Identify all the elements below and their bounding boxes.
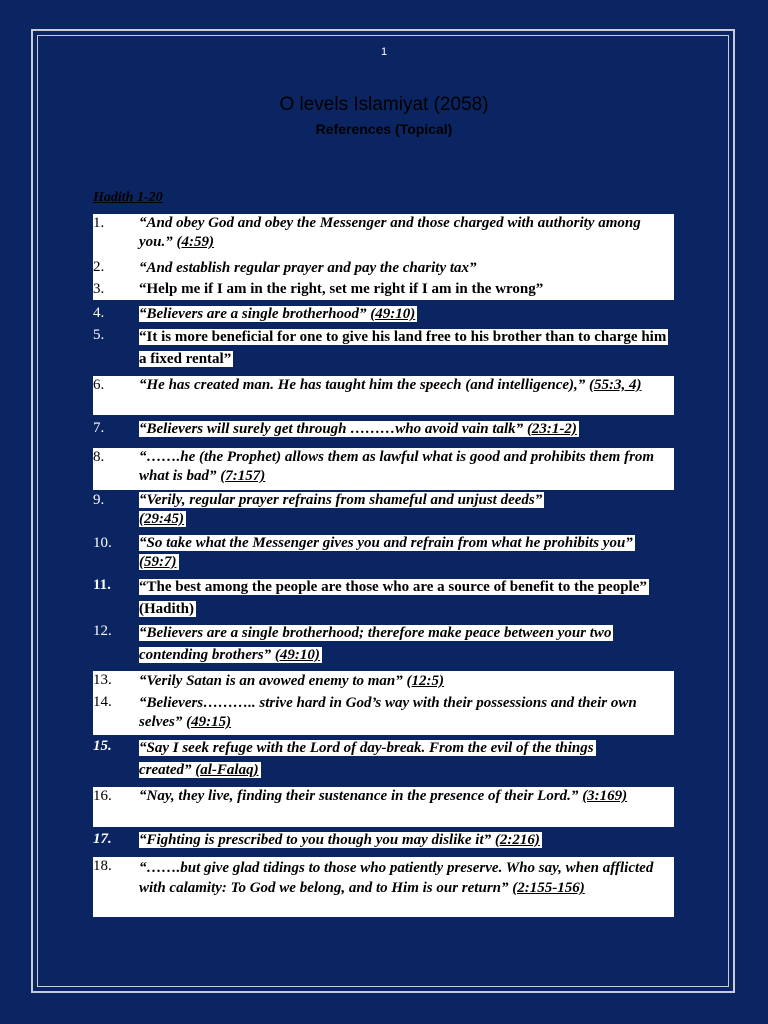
item-number: 5.	[93, 327, 105, 343]
page-number: 1	[380, 46, 388, 58]
list-item	[93, 376, 674, 415]
item-text: “The best among the people are those who are a source of benefit to the people” (Hadith)	[139, 579, 647, 617]
item-text: “And establish regular prayer and pay the charity tax”	[139, 260, 477, 276]
item-reference: (3:169)	[582, 788, 628, 804]
item-text: “…….he (the Prophet) allows them as lawful what is good and prohibits them from what is bad”	[139, 449, 655, 484]
list-item	[93, 857, 674, 917]
list-item	[93, 830, 674, 852]
item-number: 1.	[93, 215, 105, 231]
item-reference: (7:157)	[220, 468, 266, 484]
item-number: 9.	[93, 492, 105, 508]
item-text: “Fighting is prescribed to you though you may dislike it”	[139, 832, 492, 848]
list-item	[93, 671, 674, 693]
item-text: “Verily Satan is an avowed enemy to man”	[139, 673, 403, 689]
item-number: 4.	[93, 305, 105, 321]
item-number: 10.	[93, 535, 112, 551]
list-item	[93, 576, 674, 620]
item-number: 7.	[93, 420, 105, 436]
item-reference: (49:10)	[274, 647, 320, 663]
item-number: 2.	[93, 259, 105, 275]
item-number: 15.	[93, 738, 112, 754]
item-text: “So take what the Messenger gives you and refrain from what he prohibits you”	[139, 535, 633, 551]
list-item	[93, 622, 674, 666]
list-item	[93, 419, 674, 441]
item-number: 17.	[93, 831, 112, 847]
list-item	[93, 534, 674, 574]
item-text: “Verily, regular prayer refrains from shameful and unjust deeds”	[139, 492, 543, 508]
item-number: 3.	[93, 281, 105, 297]
item-number: 13.	[93, 672, 112, 688]
list-item	[93, 304, 674, 326]
list-item	[93, 326, 674, 370]
item-reference: (55:3, 4)	[589, 377, 642, 393]
item-reference: (49:15)	[186, 714, 232, 730]
item-reference: (23:1-2)	[526, 421, 577, 437]
list-item	[93, 448, 674, 490]
item-number: 6.	[93, 377, 105, 393]
item-text: “Believers……….. strive hard in God’s way with their possessions and their own selves”	[139, 695, 637, 730]
list-item	[93, 737, 674, 781]
item-reference: (2:216)	[494, 832, 540, 848]
item-text: “Nay, they live, finding their sustenance in the presence of their Lord.”	[139, 788, 579, 804]
item-text: “…….but give glad tidings to those who patiently preserve. Who say, when afflicted with calamity: To God we belong, and to Him is our return”	[139, 860, 654, 896]
item-reference: (4:59)	[176, 234, 214, 250]
item-text: “Say I seek refuge with the Lord of day-break. From the evil of the things created”	[139, 740, 594, 778]
document-title: O levels Islamiyat (2058)	[279, 94, 489, 115]
list-item	[93, 280, 674, 300]
list-item	[93, 258, 674, 280]
item-reference: (29:45)	[139, 511, 184, 527]
document-subtitle: References (Topical)	[315, 121, 453, 137]
item-text: “He has created man. He has taught him the speech (and intelligence),”	[139, 377, 586, 393]
item-number: 8.	[93, 449, 105, 465]
item-text: “It is more beneficial for one to give his land free to his brother than to charge him a fixed rental”	[139, 329, 667, 367]
item-reference: (al-Falaq)	[195, 762, 259, 778]
list-item	[93, 787, 674, 827]
item-text: “Help me if I am in the right, set me right if I am in the wrong”	[139, 281, 544, 297]
item-reference: (49:10)	[370, 306, 416, 322]
item-text: “And obey God and obey the Messenger and those charged with authority among you.”	[139, 215, 641, 250]
item-number: 14.	[93, 694, 112, 710]
item-number: 18.	[93, 858, 112, 874]
list-item	[93, 214, 674, 258]
item-reference: (59:7)	[139, 554, 177, 570]
item-text: “Believers are a single brotherhood; therefore make peace between your two contending brothers”	[139, 625, 612, 663]
item-number: 12.	[93, 623, 112, 639]
list-item	[93, 693, 674, 735]
item-text: “Believers will surely get through ………who avoid vain talk”	[139, 421, 524, 437]
item-reference: (2:155-156)	[512, 880, 585, 896]
item-text: “Believers are a single brotherhood”	[139, 306, 367, 322]
list-item	[93, 491, 674, 531]
item-reference: (12:5)	[406, 673, 445, 689]
section-heading: Hadith 1-20	[93, 190, 163, 205]
item-number: 16.	[93, 788, 112, 804]
item-number: 11.	[93, 577, 111, 593]
